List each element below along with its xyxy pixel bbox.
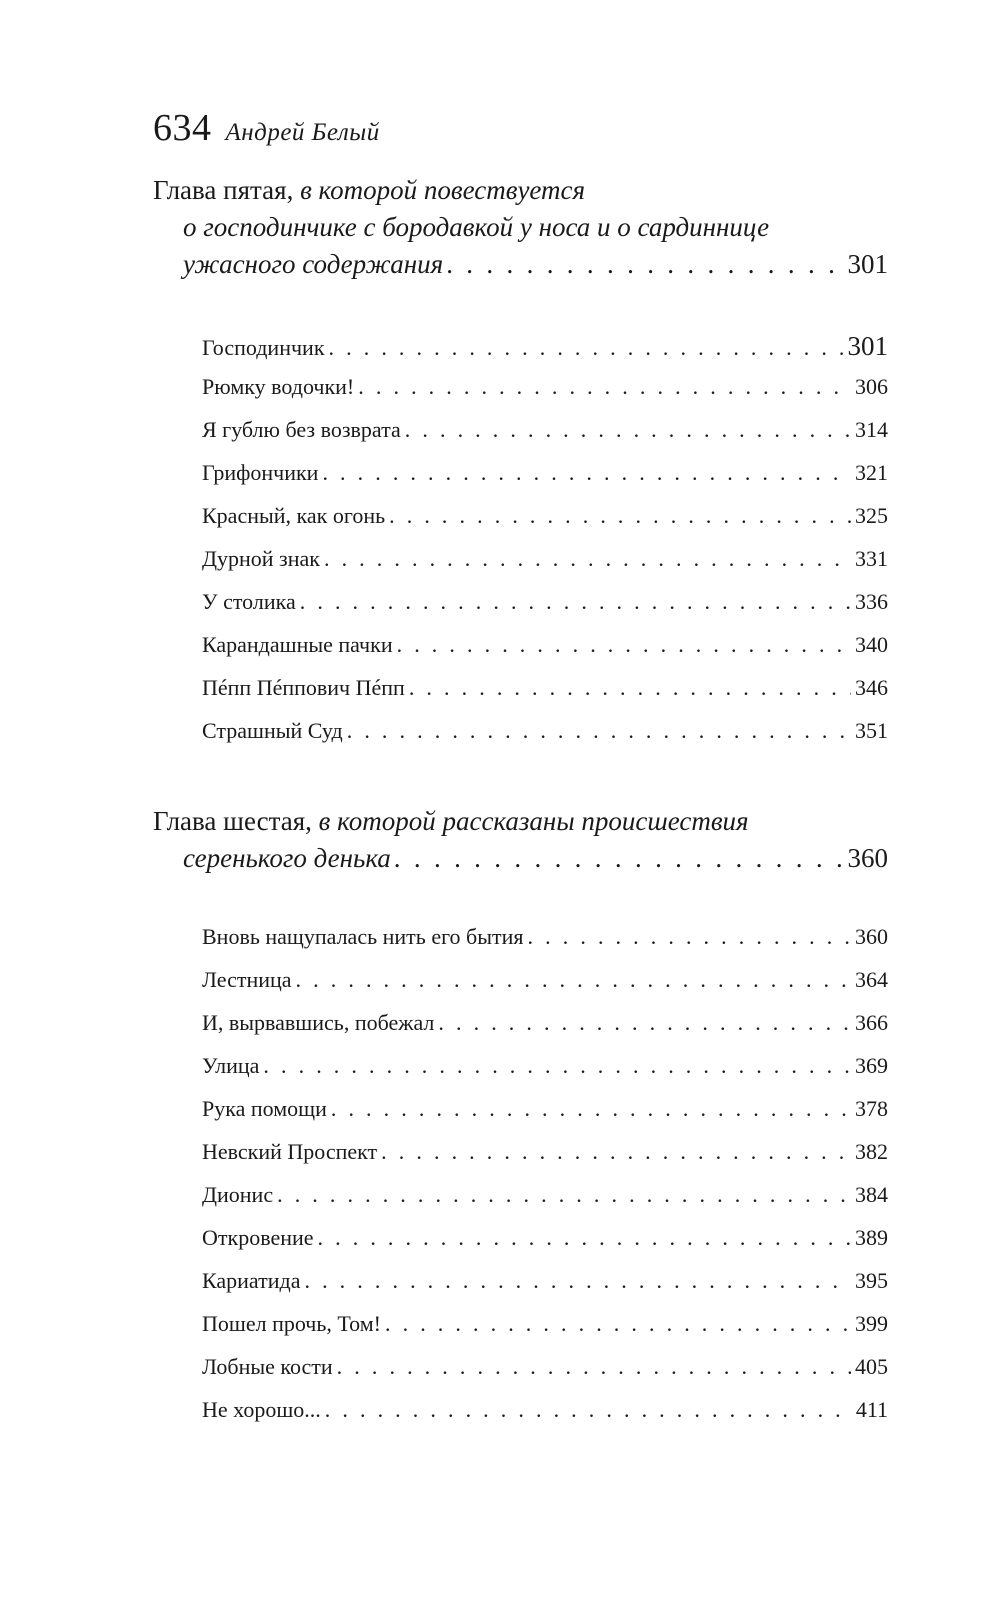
- toc-entry[interactable]: [202, 589, 888, 632]
- chapter-5-subtitle-line-2: о господинчике с бородавкой у носа и о сардиннице: [183, 212, 770, 242]
- dot-leader: [325, 1397, 852, 1423]
- chapter-6-subtitle-line-2: [153, 840, 888, 877]
- toc-entry-title: Дионис: [202, 1182, 274, 1207]
- toc-entry[interactable]: [202, 1053, 888, 1096]
- toc-entry-page: 405: [855, 1354, 888, 1379]
- dot-leader: [329, 335, 844, 361]
- toc-entry-title: Откровение: [202, 1225, 314, 1250]
- toc-entry-title: Я гублю без возврата: [202, 417, 401, 442]
- toc-entry-title: Пошел прочь, Том!: [202, 1311, 381, 1336]
- toc-entry[interactable]: [202, 1397, 888, 1440]
- toc-entry-title: Рука помощи: [202, 1096, 327, 1121]
- dot-leader: [318, 1225, 851, 1251]
- toc-entry-page: 395: [855, 1268, 888, 1293]
- toc-entry[interactable]: [202, 1182, 888, 1225]
- toc-entry[interactable]: [202, 417, 888, 460]
- toc-entry-page: 382: [855, 1139, 888, 1164]
- dot-leader: [300, 589, 851, 615]
- toc-entry-title: У столика: [202, 589, 296, 614]
- dot-leader: [331, 1096, 851, 1122]
- toc-entry-title: Карандашные пачки: [202, 632, 393, 657]
- chapter-5-heading: [153, 172, 888, 283]
- chapter-5-section-list: [202, 331, 888, 761]
- dot-leader: [389, 503, 851, 529]
- toc-entry-page: 369: [855, 1053, 888, 1078]
- toc-entry-page: 325: [855, 503, 888, 528]
- toc-entry-title: Кариатида: [202, 1268, 301, 1293]
- dot-leader: [277, 1182, 851, 1208]
- page-number: 634: [153, 107, 212, 149]
- toc-entry-page: 378: [855, 1096, 888, 1121]
- dot-leader: [397, 632, 851, 658]
- toc-entry[interactable]: [202, 546, 888, 589]
- toc-entry-page: 389: [855, 1225, 888, 1250]
- chapter-6-section-list: [202, 924, 888, 1440]
- chapter-5-subtitle-line-3: [153, 246, 888, 283]
- dot-leader: [358, 374, 851, 400]
- dot-leader: [296, 967, 851, 993]
- dot-leader: [446, 246, 844, 283]
- toc-entry[interactable]: [202, 460, 888, 503]
- toc-entry-page: 301: [847, 331, 888, 361]
- toc-entry-title: Дурной знак: [202, 546, 320, 571]
- dot-leader: [394, 840, 845, 877]
- toc-entry[interactable]: [202, 503, 888, 546]
- toc-entry-title: Невский Проспект: [202, 1139, 378, 1164]
- toc-entry[interactable]: [202, 374, 888, 417]
- toc-entry-title: И, вырвавшись, побежал: [202, 1010, 435, 1035]
- toc-entry-title: Лобные кости: [202, 1354, 333, 1379]
- chapter-5-subtitle-start: в которой повествуется: [300, 175, 586, 205]
- toc-entry-title: Вновь нащупалась нить его бытия: [202, 924, 524, 949]
- chapter-5-page: 301: [847, 249, 888, 279]
- chapter-6-title: Глава шестая,: [153, 806, 319, 836]
- chapter-5-title: Глава пятая,: [153, 175, 301, 205]
- toc-entry-page: 331: [855, 546, 888, 571]
- chapter-6-heading: [153, 803, 888, 877]
- dot-leader: [263, 1053, 851, 1079]
- chapter-5-subtitle-end: ужасного содержания: [183, 249, 444, 279]
- toc-entry-page: 306: [855, 374, 888, 399]
- toc-entry[interactable]: [202, 632, 888, 675]
- dot-leader: [347, 718, 851, 744]
- toc-entry-page: 366: [855, 1010, 888, 1035]
- toc-entry[interactable]: [202, 1268, 888, 1311]
- dot-leader: [337, 1354, 851, 1380]
- toc-entry-title: Улица: [202, 1053, 260, 1078]
- toc-entry-page: 364: [855, 967, 888, 992]
- author-name: Андрей Белый: [225, 119, 380, 146]
- toc-entry-page: 399: [855, 1311, 888, 1336]
- toc-entry[interactable]: [202, 1010, 888, 1053]
- toc-entry-page: 314: [855, 417, 888, 442]
- chapter-5-title-line: [153, 172, 888, 209]
- chapter-6-page: 360: [847, 843, 888, 873]
- toc-entry[interactable]: [202, 1139, 888, 1182]
- toc-entry-page: 351: [855, 718, 888, 743]
- toc-entry-title: Господинчик: [202, 335, 325, 360]
- dot-leader: [405, 417, 851, 443]
- toc-entry-title: Лестница: [202, 967, 292, 992]
- dot-leader: [322, 460, 851, 486]
- toc-entry[interactable]: [202, 1096, 888, 1139]
- toc-entry-page: 411: [855, 1397, 888, 1422]
- toc-entry-page: 346: [855, 675, 888, 700]
- dot-leader: [438, 1010, 851, 1036]
- dot-leader: [528, 924, 851, 950]
- toc-entry-title: Красный, как огонь: [202, 503, 386, 528]
- toc-entry-title: Не хорошо...: [202, 1397, 321, 1422]
- toc-entry-title: Рюмку водочки!: [202, 374, 355, 399]
- toc-entry[interactable]: [202, 718, 888, 761]
- toc-entry-title: Грифончики: [202, 460, 319, 485]
- toc-entry-page: 360: [855, 924, 888, 949]
- toc-entry-page: 384: [855, 1182, 888, 1207]
- toc-entry[interactable]: [202, 331, 888, 374]
- toc-entry-page: 321: [855, 460, 888, 485]
- chapter-6-title-line: [153, 803, 888, 840]
- toc-entry-title: Пéпп Пéппович Пéпп: [202, 675, 405, 700]
- toc-entry[interactable]: [202, 1354, 888, 1397]
- dot-leader: [381, 1139, 851, 1165]
- toc-entry[interactable]: [202, 1311, 888, 1354]
- toc-entry-page: 340: [855, 632, 888, 657]
- toc-entry[interactable]: [202, 924, 888, 967]
- toc-entry-page: 336: [855, 589, 888, 614]
- dot-leader: [304, 1268, 851, 1294]
- dot-leader: [409, 675, 851, 701]
- dot-leader: [324, 546, 851, 572]
- chapter-6-subtitle-end: серенького денька: [183, 843, 391, 873]
- toc-entry[interactable]: [202, 967, 888, 1010]
- running-head: [153, 106, 380, 150]
- toc-entry[interactable]: [202, 1225, 888, 1268]
- toc-entry-title: Страшный Суд: [202, 718, 343, 743]
- chapter-6-subtitle-start: в которой рассказаны происшествия: [318, 806, 749, 836]
- toc-entry[interactable]: [202, 675, 888, 718]
- dot-leader: [385, 1311, 851, 1337]
